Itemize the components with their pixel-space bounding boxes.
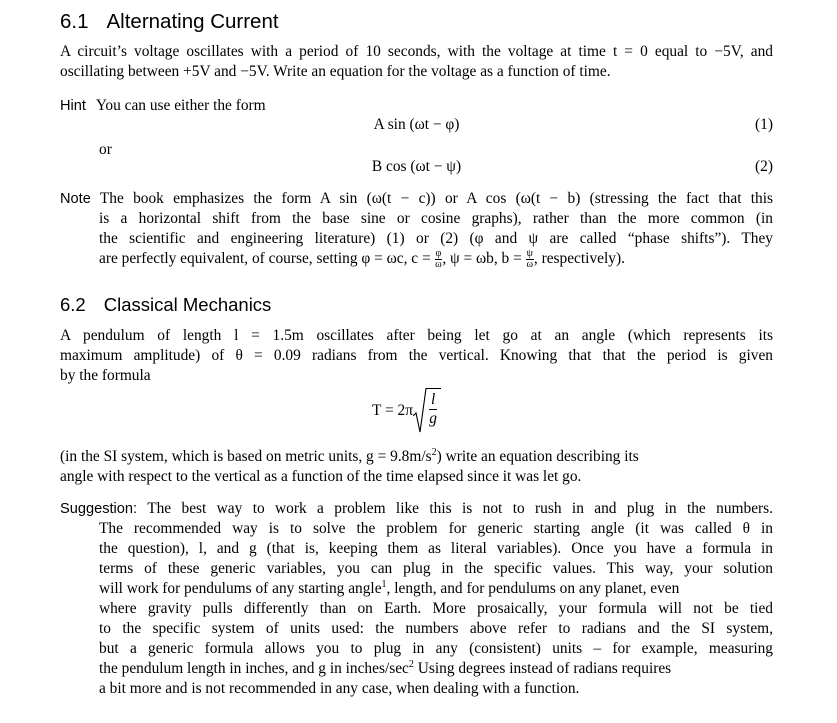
fraction-numerator: [429, 391, 437, 410]
hint-label: Hint: [60, 98, 86, 114]
equation-1: [60, 115, 773, 135]
note-text-line: the scientific and engineering literature) (1) or (2) (φ and ψ are called “phase shifts”). They: [99, 230, 773, 247]
equation-number: (2): [755, 158, 773, 175]
suggestion-text-line: but a generic formula allows you to plug in any (consistent) units – for example, measuring: [99, 640, 773, 657]
fraction-numerator: φ: [435, 248, 442, 259]
text-line: A circuit’s voltage oscillates with a period of 10 seconds, with the voltage at time t = 0 equal to −5V, and: [60, 43, 773, 60]
suggestion-block: [60, 499, 773, 699]
suggestion-first-line: [60, 499, 773, 519]
text-line: by the formula: [60, 367, 151, 384]
variable-l: l: [430, 391, 436, 408]
or-text: or: [99, 141, 112, 158]
equation-2: [60, 157, 773, 177]
text-fragment: ) write an equation describing its: [436, 448, 639, 465]
footnote-marker[interactable]: 1: [381, 578, 387, 590]
note-label: Note: [60, 191, 91, 207]
fraction-denominator: [429, 410, 437, 428]
square-root: [413, 388, 441, 434]
period-formula: [372, 385, 441, 437]
suggestion-text-line: where gravity pulls differently than on Earth. More prosaically, your formula will not be tied: [99, 600, 773, 617]
note-text: are perfectly equivalent, of course, setting φ = ωc, c =: [99, 250, 431, 268]
note-last-line: [60, 249, 773, 269]
suggestion-text-line: The best way to work a problem like this is not to rush in and plug in the numbers.: [147, 500, 773, 517]
problem-alternating-current: [60, 42, 773, 82]
radicand: [427, 388, 441, 434]
equation-cosine-form: B cos (ωt − ψ): [371, 158, 462, 175]
text-fragment: the pendulum length in inches, and g in inches/sec: [99, 660, 409, 677]
suggestion-text-line: the question), l, and g (that is, keeping them as literal variables). Once you have a formula in: [99, 540, 773, 557]
suggestion-text-line: a bit more and is not recommended in any case, when dealing with a function.: [99, 680, 580, 697]
fraction-denominator: ω: [435, 259, 442, 270]
fraction-numerator: ψ: [526, 248, 533, 259]
text-fragment: will work for pendulums of any starting angle: [99, 580, 382, 597]
fraction-psi-over-omega: [526, 249, 534, 270]
superscript: 2: [431, 446, 437, 458]
fraction-l-over-g: [429, 391, 437, 428]
suggestion-label: Suggestion:: [60, 501, 138, 517]
suggestion-text-line: The recommended way is to solve the problem for generic starting angle (it was called θ in: [99, 520, 773, 537]
variable-g: g: [429, 410, 437, 427]
text-line: angle with respect to the vertical as a function of the time elapsed since it was let go.: [60, 468, 582, 485]
text-line: oscillating between +5V and −5V. Write an equation for the voltage as a function of time.: [60, 63, 611, 80]
section-number: 6.2: [60, 294, 86, 315]
fraction-denominator: ω: [526, 259, 534, 270]
section-title: Classical Mechanics: [103, 294, 272, 315]
text-fragment: Using degrees instead of radians requires: [413, 660, 672, 677]
hint-text: You can use either the form: [95, 97, 266, 114]
note-text: , respectively).: [533, 250, 625, 268]
text-line: [60, 447, 773, 467]
si-system-paragraph: [60, 447, 773, 487]
section-title: Alternating Current: [106, 10, 279, 33]
suggestion-text-line: [60, 579, 773, 599]
formula-lhs: T = 2π: [372, 402, 413, 419]
note-block: [60, 189, 773, 269]
problem-pendulum: [60, 326, 773, 386]
superscript: 2: [408, 658, 414, 670]
hint: [60, 96, 266, 116]
suggestion-text-line: [60, 659, 773, 679]
note-text-line: is a horizontal shift from the base sine or cosine graphs), rather than the more common (in: [99, 210, 773, 227]
text-fragment: (in the SI system, which is based on metric units, g = 9.8m/s: [60, 448, 432, 465]
note-text: , ψ = ωb, b =: [442, 250, 522, 268]
text-line: A pendulum of length l = 1.5m oscillates after being let go at an angle (which represents its: [60, 327, 773, 344]
equation-number: (1): [755, 116, 773, 133]
text-line: maximum amplitude) of θ = 0.09 radians from the vertical. Knowing that that the period is given: [60, 347, 773, 364]
section-number: 6.1: [60, 10, 89, 33]
suggestion-text-line: terms of these generic variables, you can plug in the specific values. This way, your solution: [99, 560, 773, 577]
note-first-line: [60, 189, 773, 209]
text-fragment: , length, and for pendulums on any planet, even: [386, 580, 680, 597]
radical-sign-icon: [413, 388, 427, 434]
suggestion-text-line: to the specific system of units used: the numbers above refer to radians and the SI system,: [99, 620, 773, 637]
section-heading-classical-mechanics: [60, 294, 271, 316]
section-heading-alternating-current: [60, 10, 279, 34]
equation-sine-form: A sin (ωt − φ): [373, 116, 460, 133]
note-text-line: The book emphasizes the form A sin (ω(t − c)) or A cos (ω(t − b) (stressing the fact that this: [99, 190, 773, 207]
